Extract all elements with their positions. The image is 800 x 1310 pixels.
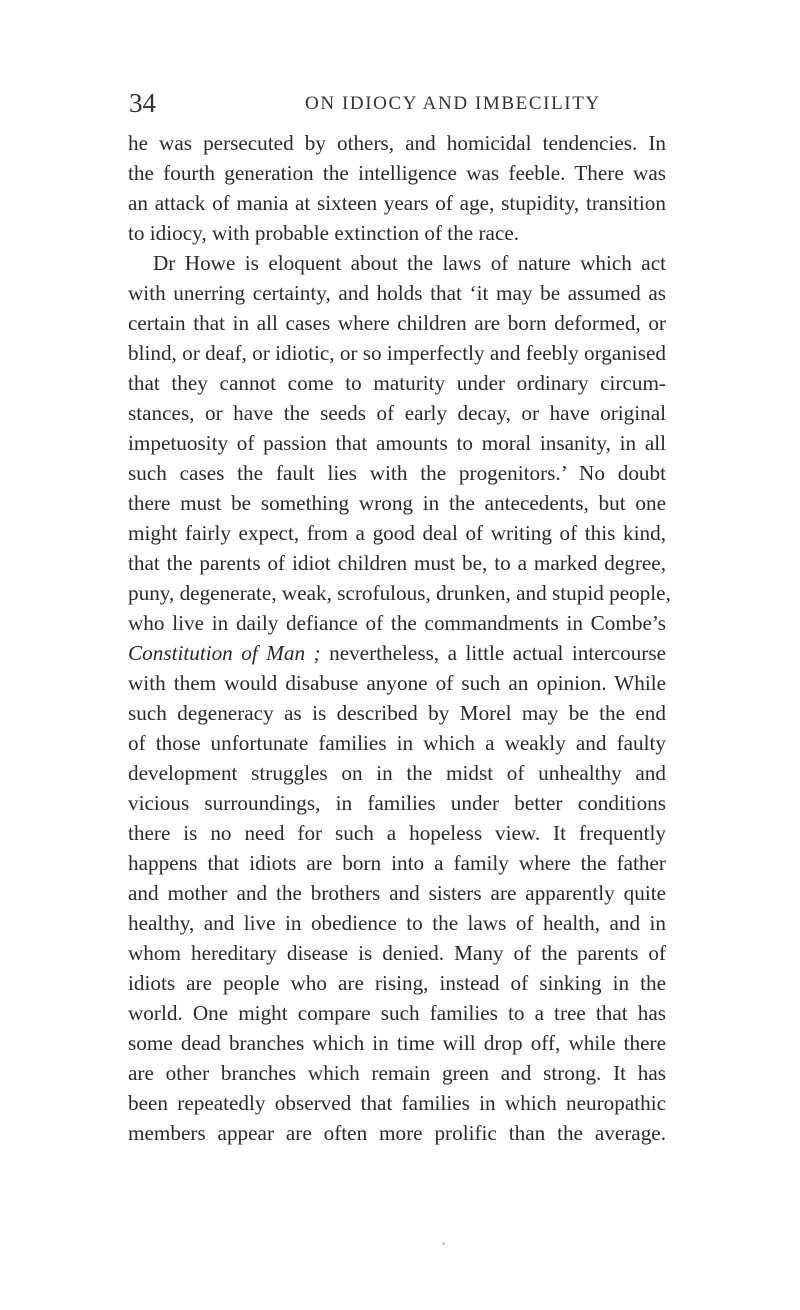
- text-line: there must be something wrong in the antecedents, but one: [128, 491, 666, 515]
- text-line: who live in daily defiance of the commandments in Combe’s: [128, 611, 666, 635]
- text-line: might fairly expect, from a good deal of writing of this kind,: [128, 521, 666, 545]
- text-line-with-italic-title: [128, 638, 666, 668]
- text-line: development struggles on in the midst of unhealthy and: [128, 761, 666, 785]
- text-line: that they cannot come to maturity under ordinary circum-: [128, 371, 666, 395]
- text-line: there is no need for such a hopeless view. It frequently: [128, 821, 666, 845]
- text-line: puny, degenerate, weak, scrofulous, drunken, and stupid people,: [128, 581, 671, 605]
- paper-speck: [442, 1242, 445, 1245]
- text-line: such cases the fault lies with the progenitors.’ No doubt: [128, 461, 666, 485]
- text-line: and mother and the brothers and sisters are apparently quite: [128, 881, 666, 905]
- text-line-rest: nevertheless, a little actual intercourse: [320, 641, 666, 665]
- page-header: [129, 88, 659, 118]
- text-line: stances, or have the seeds of early decay, or have original: [128, 401, 666, 425]
- text-line: whom hereditary disease is denied. Many of the parents of: [128, 941, 666, 965]
- text-line: such degeneracy as is described by Morel may be the end: [128, 701, 666, 725]
- text-line: some dead branches which in time will drop off, while there: [128, 1031, 666, 1055]
- paragraph-first-line: Dr Howe is eloquent about the laws of nature which act: [153, 251, 666, 275]
- text-line: been repeatedly observed that families in which neuropathic: [128, 1091, 666, 1115]
- text-line: healthy, and live in obedience to the laws of health, and in: [128, 911, 666, 935]
- body-text: [128, 128, 671, 1148]
- text-line: with unerring certainty, and holds that ‘it may be assumed as: [128, 281, 666, 305]
- text-line: with them would disabuse anyone of such an opinion. While: [128, 671, 666, 695]
- text-line: members appear are often more prolific than the average.: [128, 1121, 666, 1145]
- text-line: world. One might compare such families to a tree that has: [128, 1001, 666, 1025]
- text-line: certain that in all cases where children are born deformed, or: [128, 311, 666, 335]
- text-line: are other branches which remain green and strong. It has: [128, 1061, 666, 1085]
- italic-book-title: Constitution of Man ;: [128, 641, 321, 665]
- text-line: impetuosity of passion that amounts to moral insanity, in all: [128, 431, 666, 455]
- text-line: to idiocy, with probable extinction of the race.: [128, 221, 520, 245]
- text-line: that the parents of idiot children must be, to a marked degree,: [128, 551, 666, 575]
- running-head: ON IDIOCY AND IMBECILITY: [305, 93, 601, 114]
- text-line: he was persecuted by others, and homicidal tendencies. In: [128, 131, 666, 155]
- text-line: the fourth generation the intelligence was feeble. There was: [128, 161, 666, 185]
- text-line: vicious surroundings, in families under better conditions: [128, 791, 666, 815]
- text-line: blind, or deaf, or idiotic, or so imperfectly and feebly organised: [128, 341, 666, 365]
- text-line: idiots are people who are rising, instead of sinking in the: [128, 971, 666, 995]
- text-line: happens that idiots are born into a family where the father: [128, 851, 666, 875]
- page-number: 34: [129, 88, 156, 118]
- text-line: an attack of mania at sixteen years of age, stupidity, transition: [128, 191, 666, 215]
- text-line: of those unfortunate families in which a weakly and faulty: [128, 731, 666, 755]
